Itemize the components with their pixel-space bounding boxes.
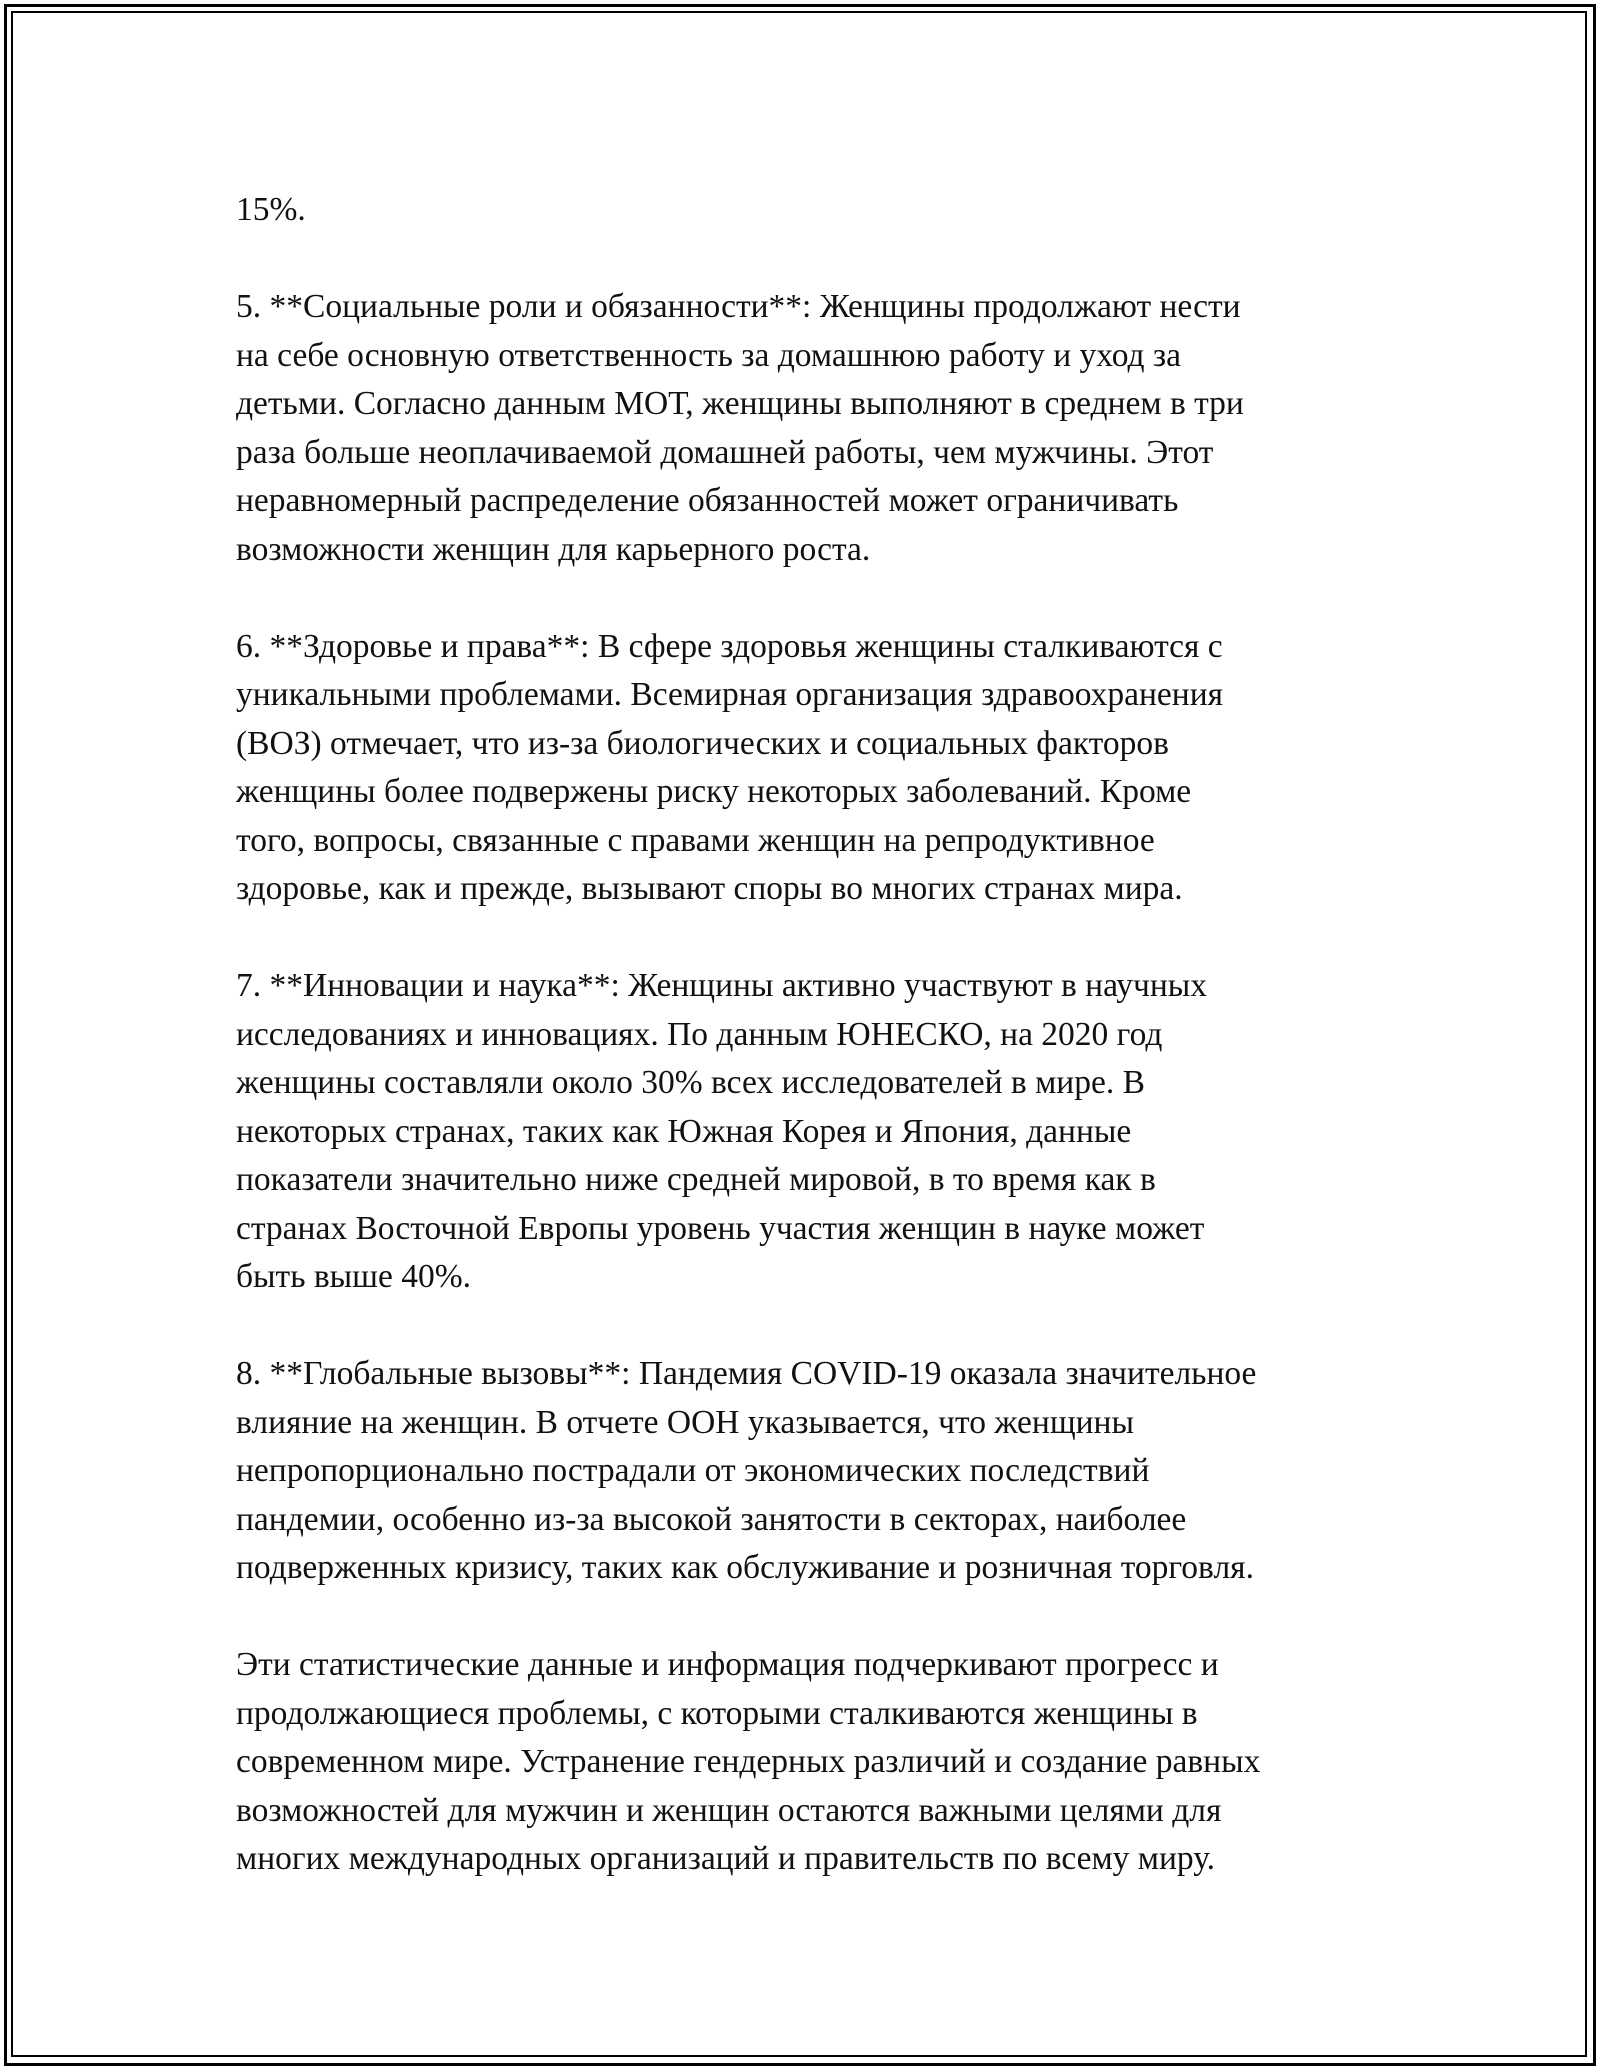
text-line: пандемии, особенно из-за высокой занятости в секторах, наиболее xyxy=(236,1500,1187,1538)
paragraph-continuation xyxy=(236,186,1386,235)
text-line: 15%. xyxy=(236,191,306,228)
paragraph-conclusion xyxy=(236,1641,1386,1884)
text-line: Эти статистические данные и информация подчеркивают прогресс и xyxy=(236,1646,1219,1683)
text-line: странах Восточной Европы уровень участия женщин в науке может xyxy=(236,1209,1205,1247)
text-line: 8. **Глобальные вызовы**: Пандемия COVID-19 оказала значительное xyxy=(236,1355,1257,1392)
text-line: женщины более подвержены риску некоторых заболеваний. Кроме xyxy=(236,773,1192,810)
paragraph-item-6 xyxy=(236,623,1386,914)
text-line: женщины составляли около 30% всех исследователей в мире. В xyxy=(236,1064,1145,1101)
text-line: 7. **Инновации и наука**: Женщины активно участвуют в научных xyxy=(236,967,1208,1004)
text-line: возможностей для мужчин и женщин остаются важными целями для xyxy=(236,1791,1222,1829)
text-line: продолжающиеся проблемы, с которыми сталкиваются женщины в xyxy=(236,1694,1198,1732)
paragraph-item-7 xyxy=(236,962,1386,1302)
text-line: (ВОЗ) отмечает, что из-за биологических и социальных факторов xyxy=(236,724,1169,762)
text-line: исследованиях и инновациях. По данным ЮНЕСКО, на 2020 год xyxy=(236,1015,1163,1053)
text-line: подверженных кризису, таких как обслуживание и розничная торговля. xyxy=(236,1549,1254,1586)
text-line: многих международных организаций и правительств по всему миру. xyxy=(236,1840,1215,1877)
text-line: современном мире. Устранение гендерных различий и создание равных xyxy=(236,1743,1261,1780)
text-line: того, вопросы, связанные с правами женщин на репродуктивное xyxy=(236,821,1155,859)
text-line: здоровье, как и прежде, вызывают споры во многих странах мира. xyxy=(236,870,1183,907)
text-line: показатели значительно ниже средней мировой, в то время как в xyxy=(236,1161,1156,1198)
text-line: 5. **Социальные роли и обязанности**: Женщины продолжают нести xyxy=(236,288,1241,325)
text-line: некоторых странах, таких как Южная Корея и Япония, данные xyxy=(236,1112,1132,1150)
text-line: неравномерный распределение обязанностей может ограничивать xyxy=(236,482,1179,519)
document-body xyxy=(236,186,1386,1932)
text-line: на себе основную ответственность за домашнюю работу и уход за xyxy=(236,336,1182,374)
text-line: быть выше 40%. xyxy=(236,1258,471,1295)
text-line: непропорционально пострадали от экономических последствий xyxy=(236,1452,1150,1489)
text-line: детьми. Согласно данным МОТ, женщины выполняют в среднем в три xyxy=(236,385,1244,422)
text-line: уникальными проблемами. Всемирная организация здравоохранения xyxy=(236,676,1224,713)
text-line: возможности женщин для карьерного роста. xyxy=(236,530,871,568)
text-line: раза больше неоплачиваемой домашней работы, чем мужчины. Этот xyxy=(236,433,1214,471)
text-line: 6. **Здоровье и права**: В сфере здоровья женщины сталкиваются с xyxy=(236,627,1223,665)
paragraph-item-5 xyxy=(236,283,1386,574)
paragraph-item-8 xyxy=(236,1350,1386,1593)
text-line: влияние на женщин. В отчете ООН указывается, что женщины xyxy=(236,1403,1134,1441)
